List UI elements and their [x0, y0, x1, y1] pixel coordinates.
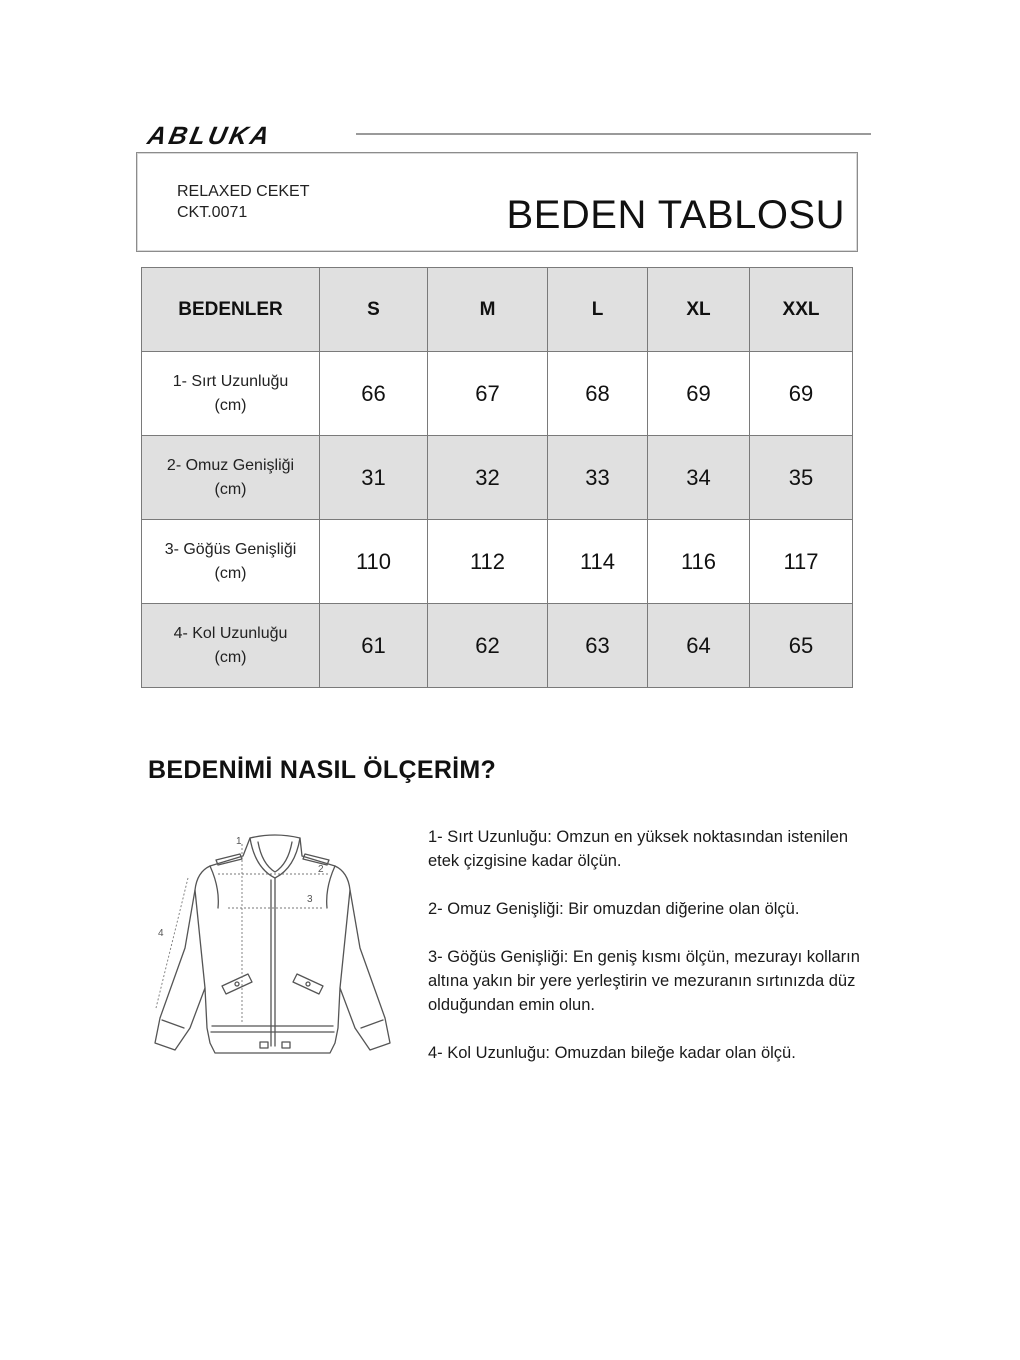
row-label-text: 3- Göğüs Genişliği: [164, 540, 297, 558]
table-row: [142, 352, 853, 436]
table-cell: 68: [548, 352, 648, 436]
table-cell: 117: [750, 520, 853, 604]
row-label-unit: (cm): [214, 564, 247, 582]
header-cell-xl: XL: [648, 268, 750, 352]
product-name: RELAXED CEKET: [177, 183, 310, 200]
measurement-instructions: [428, 825, 868, 1089]
page-title: BEDEN TABLOSU: [506, 193, 845, 237]
table-cell: 114: [548, 520, 648, 604]
row-label: [142, 436, 320, 520]
table-header-row: [142, 268, 853, 352]
table-cell: 31: [320, 436, 428, 520]
table-cell: 69: [750, 352, 853, 436]
row-label-unit: (cm): [214, 480, 247, 498]
instruction-sleeve-length: 4- Kol Uzunluğu: Omuzdan bileğe kadar olan ölçü.: [428, 1044, 796, 1062]
instruction-shoulder-width: 2- Omuz Genişliği: Bir omuzdan diğerine olan ölçü.: [428, 900, 800, 918]
jacket-diagram: [150, 828, 400, 1058]
diagram-label-back-length: 1: [236, 836, 242, 847]
header-cell-m: M: [428, 268, 548, 352]
row-label: [142, 352, 320, 436]
header-cell-l: L: [548, 268, 648, 352]
header-divider: [356, 133, 871, 135]
row-label: [142, 604, 320, 688]
row-label: [142, 520, 320, 604]
table-cell: 32: [428, 436, 548, 520]
table-cell: 66: [320, 352, 428, 436]
size-table: [141, 267, 853, 688]
header-cell-sizes: BEDENLER: [142, 268, 320, 352]
table-row: [142, 436, 853, 520]
table-cell: 110: [320, 520, 428, 604]
table-cell: 112: [428, 520, 548, 604]
row-label-unit: (cm): [214, 648, 247, 666]
table-row: [142, 604, 853, 688]
row-label-text: 4- Kol Uzunluğu: [173, 624, 288, 642]
table-cell: 65: [750, 604, 853, 688]
product-code: CKT.0071: [177, 204, 248, 221]
instruction-back-length: 1- Sırt Uzunluğu: Omzun en yüksek noktasından istenilen etek çizgisine kadar ölçün.: [428, 828, 849, 870]
table-cell: 61: [320, 604, 428, 688]
table-cell: 63: [548, 604, 648, 688]
table-cell: 67: [428, 352, 548, 436]
how-to-measure-title: BEDENİMİ NASIL ÖLÇERİM?: [148, 756, 497, 784]
table-cell: 64: [648, 604, 750, 688]
table-cell: 35: [750, 436, 853, 520]
row-label-text: 1- Sırt Uzunluğu: [172, 372, 289, 390]
table-cell: 33: [548, 436, 648, 520]
table-cell: 116: [648, 520, 750, 604]
header-cell-xxl: XXL: [750, 268, 853, 352]
row-label-unit: (cm): [214, 396, 247, 414]
diagram-label-chest: 3: [307, 894, 313, 905]
table-cell: 69: [648, 352, 750, 436]
header-cell-s: S: [320, 268, 428, 352]
header-box: [136, 152, 858, 252]
diagram-label-shoulder: 2: [318, 864, 324, 875]
diagram-label-sleeve: 4: [158, 928, 164, 939]
row-label-text: 2- Omuz Genişliği: [166, 456, 295, 474]
brand-logo: ABLUKA: [145, 122, 275, 150]
instruction-chest-width: 3- Göğüs Genişliği: En geniş kısmı ölçün, mezurayı kolların altına yakın bir yere yerleştirin ve mezuranın sırtınızda düz olduğundan emin olun.: [428, 948, 860, 1014]
table-cell: 34: [648, 436, 750, 520]
table-cell: 62: [428, 604, 548, 688]
table-row: [142, 520, 853, 604]
